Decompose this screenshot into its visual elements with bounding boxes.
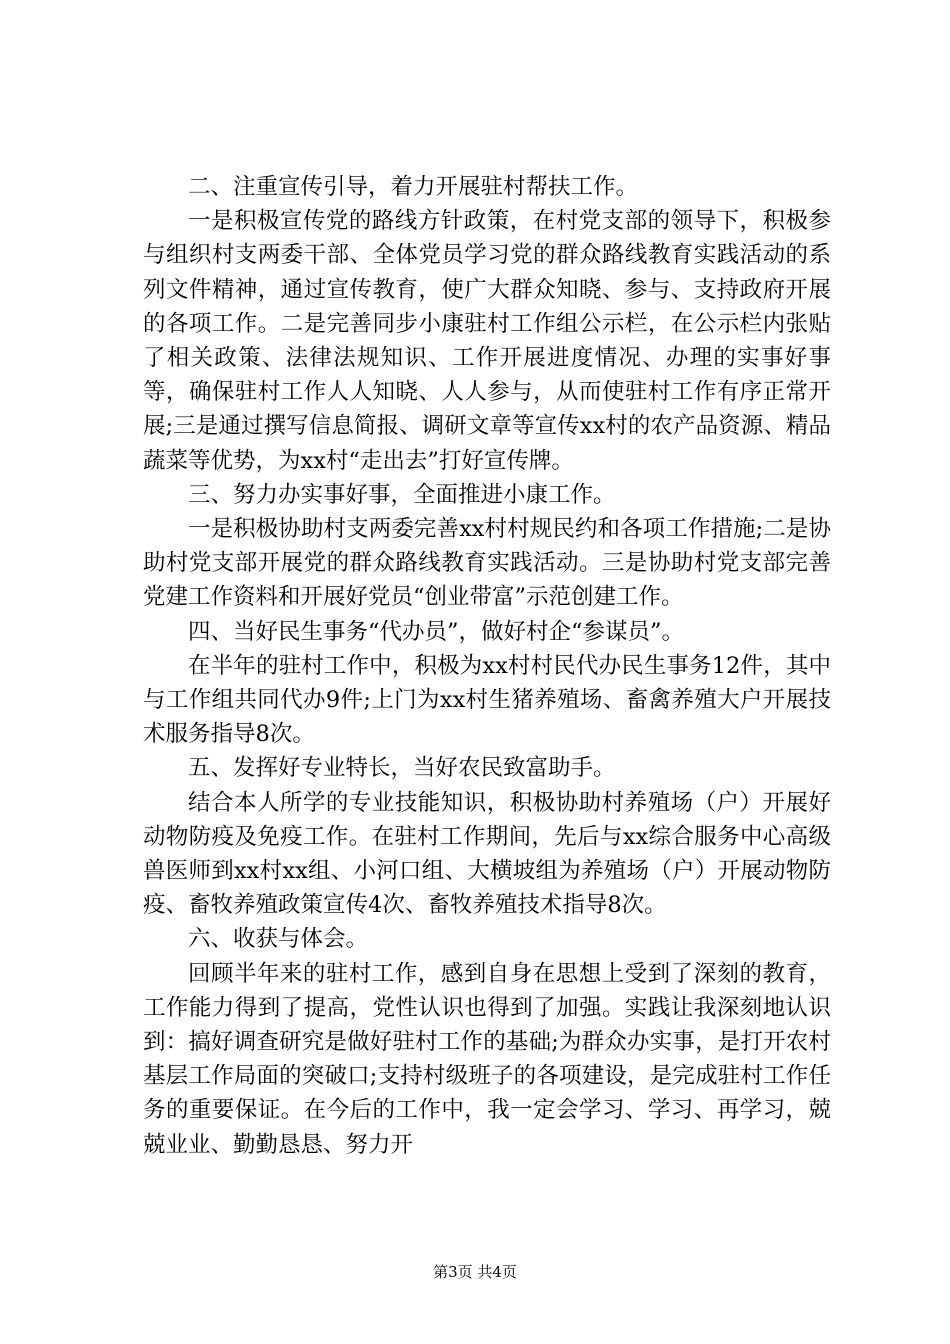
body-paragraph: 一是积极宣传党的路线方针政策，在村党支部的领导下，积极参与组织村支两委干部、全体党员学习党的群众路线教育实践活动的系列文件精神，通过宣传教育，使广大群众知晓、参与、支持政府开展的各项工作。二是完善同步小康驻村工作组公示栏，在公示栏内张贴了相关政策、法律法规知识、工作开展进度情况、办理的实事好事等，确保驻村工作人人知晓、人人参与，从而使驻村工作有序正常开展;三是通过撰写信息简报、调研文章等宣传xx村的农产品资源、精品蔬菜等优势，为xx村“走出去”打好宣传牌。 (143, 208, 831, 474)
section-heading-3: 三、努力办实事好事，全面推进小康工作。 (188, 481, 616, 508)
body-paragraph: 在半年的驻村工作中，积极为xx村村民代办民生事务12件，其中与工作组共同代办9件;上门为xx村生猪养殖场、畜禽养殖大户开展技术服务指导8次。 (143, 652, 831, 748)
section-heading-2: 二、注重宣传引导，着力开展驻村帮扶工作。 (188, 174, 639, 200)
body-paragraph: 回顾半年来的驻村工作，感到自身在思想上受到了深刻的教育，工作能力得到了提高，党性认识也得到了加强。实践让我深刻地认识到：搞好调查研究是做好驻村工作的基础;为群众办实事，是打开农村基层工作局面的突破口;支持村级班子的各项建设，是完成驻村工作任务的重要保证。在今后的工作中，我一定会学习、学习、再学习，兢兢业业、勤勤恳恳、努力开 (143, 960, 831, 1158)
body-paragraph: 一是积极协助村支两委完善xx村村规民约和各项工作措施;二是协助村党支部开展党的群众路线教育实践活动。三是协助村党支部完善党建工作资料和开展好党员“创业带富”示范创建工作。 (143, 516, 831, 611)
document-body (143, 170, 831, 1162)
section-heading-6: 六、收获与体会。 (188, 926, 369, 953)
page-footer: 第3页 共4页 (433, 1263, 517, 1281)
section-heading-5: 五、发挥好专业特长，当好农民致富助手。 (188, 755, 616, 782)
section-heading-4: 四、当好民生事务“代办员”，做好村企“参谋员”。 (188, 618, 685, 645)
body-paragraph: 结合本人所学的专业技能知识，积极协助村养殖场（户）开展好动物防疫及免疫工作。在驻村工作期间，先后与xx综合服务中心高级兽医师到xx村xx组、小河口组、大横坡组为养殖场（户）开展动物防疫、畜牧养殖政策宣传4次、畜牧养殖技术指导8次。 (143, 789, 831, 919)
